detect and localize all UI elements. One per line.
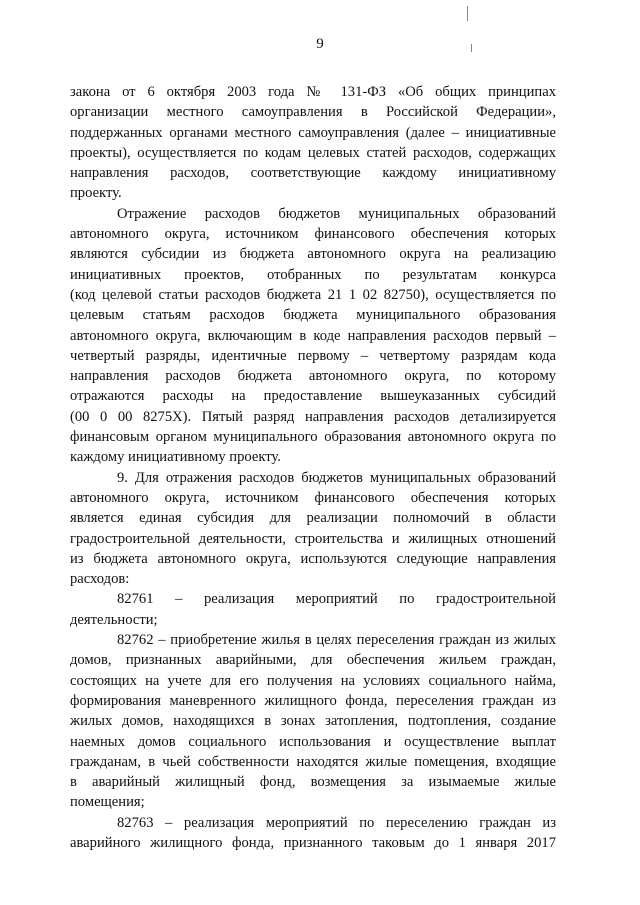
scan-mark-top: [467, 6, 468, 21]
text-line: домов, признанных аварийными, для обеспечения жильем граждан,: [70, 652, 556, 669]
paragraph-p4-first-row: [70, 589, 556, 609]
text-line: закона от 6 октября 2003 года № 131-ФЗ «Об общих принципах: [70, 84, 556, 100]
text-line: проекту.: [70, 185, 122, 202]
text-line: наемных домов социального использования и осуществление выплат: [70, 733, 556, 750]
paragraph-p4: [70, 589, 556, 630]
word: реализация: [203, 591, 275, 608]
word: –: [175, 591, 183, 608]
text-line: жилых домов, находящихся в зонах затопления, подтопления, создание: [70, 713, 556, 730]
text-line: организации местного самоуправления в Российской Федерации»,: [70, 104, 556, 121]
paragraph-p2: [70, 204, 556, 468]
paragraph-p5: [70, 630, 556, 813]
text-line: направления расходов, соответствующие каждому инициативному: [70, 165, 556, 182]
text-line: является единая субсидия для реализации полномочий в области: [70, 510, 556, 527]
text-line: четвертый разряды, идентичные первому – четвертому разрядам кода: [70, 347, 556, 364]
text-line: автономного округа, включающим в коде направления расходов первый –: [70, 327, 556, 344]
text-line: финансовым органом муниципального образования автономного округа по: [70, 429, 556, 446]
text-line: проекты), осуществляется по кодам целевых статей расходов, содержащих: [70, 144, 556, 161]
word: 82761: [117, 591, 154, 608]
word: градостроительной: [435, 591, 556, 608]
text-line: расходов:: [70, 571, 130, 588]
text-line: помещения;: [70, 794, 145, 811]
text-line: градостроительной деятельности, строительства и жилищных отношений: [70, 530, 556, 547]
text-line: 82763 – реализация мероприятий по переселению граждан из: [117, 814, 556, 831]
text-line: 9. Для отражения расходов бюджетов муниципальных образований: [117, 469, 556, 486]
text-line: из бюджета автономного округа, используются следующие направления: [70, 550, 556, 567]
text-line: состоящих на учете для его получения на условиях социального найма,: [70, 672, 556, 689]
text-line: являются субсидии из бюджета автономного округа на реализацию: [70, 246, 556, 263]
text-line: направления расходов бюджета автономного округа, по которому: [70, 368, 556, 385]
text-line: автономного округа, источником финансового обеспечения которых: [70, 489, 556, 506]
text-line: аварийного жилищного фонда, признанного таковым до 1 января 2017: [70, 834, 556, 851]
text-line: инициативных проектов, отобранных по результатам конкурса: [70, 266, 556, 283]
text-line: (код целевой статьи расходов бюджета 21 1 02 82750), осуществляется по: [70, 286, 556, 303]
text-line: отражаются расходы на предоставление вышеуказанных субсидий: [70, 388, 556, 405]
text-line: автономного округа, источником финансового обеспечения которых: [70, 226, 556, 243]
text-line: формирования маневренного жилищного фонда, переселения граждан из: [70, 692, 556, 709]
text-line: поддержанных органами местного самоуправления (далее – инициативные: [70, 124, 556, 141]
scan-mark-right: [471, 44, 472, 52]
paragraph-p3: [70, 468, 556, 590]
text-line: деятельности;: [70, 611, 158, 628]
text-line: 82762 – приобретение жилья в целях переселения граждан из жилых: [117, 632, 556, 649]
text-line: Отражение расходов бюджетов муниципальных образований: [117, 205, 556, 222]
text-line: гражданам, в чьей собственности находятся жилые помещения, входящие: [70, 753, 556, 770]
page-number: 9: [316, 36, 324, 52]
document-body: [70, 82, 556, 853]
text-line: в аварийный жилищный фонд, возмещения за изымаемые жилые: [70, 774, 556, 791]
text-line: (00 0 00 8275Х). Пятый разряд направления расходов детализируется: [70, 408, 556, 425]
text-line: целевым статьям расходов бюджета муниципального образования: [70, 307, 556, 324]
text-line: каждому инициативному проекту.: [70, 449, 281, 466]
word: мероприятий: [295, 591, 378, 608]
paragraph-p6: [70, 813, 556, 854]
paragraph-p1: [70, 82, 556, 204]
word: по: [399, 591, 415, 608]
